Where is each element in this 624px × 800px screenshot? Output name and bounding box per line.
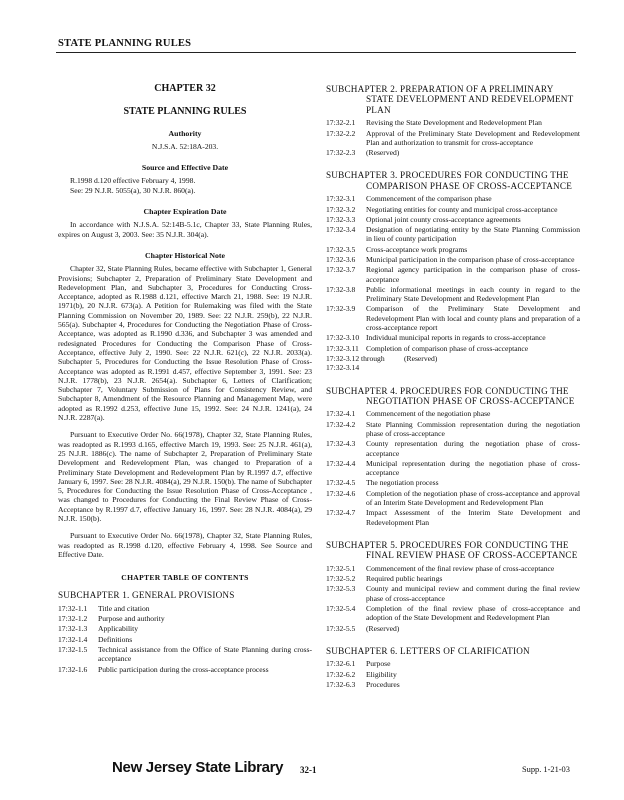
toc-entry[interactable] xyxy=(326,304,580,332)
section-number: 17:32-3.2 xyxy=(326,204,356,214)
section-number: 17:32-1.2 xyxy=(58,614,88,624)
section-number: 17:32-2.1 xyxy=(326,118,356,128)
subchapter-3-list xyxy=(326,194,580,372)
toc-entry[interactable] xyxy=(326,265,580,284)
section-title: Completion of the negotiation phase of cross-acceptance and approval of an Interim State Development and Redevelopment Plan xyxy=(366,488,580,508)
toc-entry[interactable] xyxy=(326,564,580,573)
section-number: 17:32-6.2 xyxy=(326,669,356,679)
section-title: Revising the State Development and Redevelopment Plan xyxy=(366,118,542,128)
subchapter-5-list xyxy=(326,564,580,633)
subchapter-5-heading: SUBCHAPTER 5. PROCEDURES FOR CONDUCTING THE FINAL REVIEW PHASE OF CROSS-ACCEPTANCE xyxy=(326,539,578,561)
toc-entry[interactable] xyxy=(326,478,580,487)
toc-entry[interactable] xyxy=(326,420,580,439)
section-title: (Reserved) xyxy=(366,148,400,158)
subchapter-1-list xyxy=(58,604,312,674)
section-number: 17:32-1.3 xyxy=(58,624,88,634)
section-number: 17:32-3.6 xyxy=(326,255,356,264)
toc-entry[interactable] xyxy=(326,225,580,244)
subchapter-4-list xyxy=(326,409,580,527)
toc-entry[interactable] xyxy=(326,574,580,583)
supplement-date: Supp. 1-21-03 xyxy=(522,765,570,774)
toc-entry[interactable] xyxy=(58,645,312,664)
section-title: (Reserved) xyxy=(366,623,400,633)
expiration-text: In accordance with N.J.S.A. 52:14B-5.1c, Chapter 33, State Planning Rules, expires on August 3, 2003. See: 35 N.J.R. 304(a). xyxy=(58,220,312,239)
toc-entry[interactable] xyxy=(326,255,580,264)
section-title: Commencement of the final review phase of cross-acceptance xyxy=(366,563,555,573)
subchapter-3-heading: SUBCHAPTER 3. PROCEDURES FOR CONDUCTING THE COMPARISON PHASE OF CROSS-ACCEPTANCE xyxy=(326,170,573,191)
section-title: Technical assistance from the Office of State Planning during cross-acceptance xyxy=(98,645,312,664)
section-number: 17:32-5.5 xyxy=(326,623,356,633)
toc-entry[interactable] xyxy=(326,459,580,478)
toc-entry[interactable] xyxy=(326,333,580,342)
toc-entry[interactable] xyxy=(326,129,580,148)
section-title: Title and citation xyxy=(98,603,150,613)
toc-entry[interactable] xyxy=(326,409,580,418)
subchapter-2-list xyxy=(326,118,580,157)
header-rule xyxy=(56,52,576,53)
toc-entry[interactable] xyxy=(326,118,580,127)
section-title: Applicability xyxy=(98,624,139,634)
section-title: Required public hearings xyxy=(366,574,443,584)
section-title: Commencement of the negotiation phase xyxy=(366,409,491,419)
subchapter-2-heading: SUBCHAPTER 2. PREPARATION OF A PRELIMINARY STATE DEVELOPMENT AND REDEVELOPMENT PLAN xyxy=(326,84,574,115)
toc-entry[interactable] xyxy=(58,614,312,623)
section-number: 17:32-3.5 xyxy=(326,244,356,254)
section-title: Eligibility xyxy=(366,669,397,679)
toc-heading: CHAPTER TABLE OF CONTENTS xyxy=(121,573,249,583)
section-title: Municipal participation in the comparison phase of cross-acceptance xyxy=(366,255,575,264)
section-number: 17:32-1.6 xyxy=(58,664,88,674)
section-number: 17:32-4.1 xyxy=(326,409,356,419)
section-number: 17:32-3.9 xyxy=(326,304,356,314)
toc-entry[interactable] xyxy=(58,665,312,674)
section-title: Completion of comparison phase of cross-acceptance xyxy=(366,343,529,353)
section-title: The negotiation process xyxy=(366,478,439,488)
section-title: (Reserved) xyxy=(404,353,438,363)
chapter-title: STATE PLANNING RULES xyxy=(123,106,247,118)
subchapter-6-heading: SUBCHAPTER 6. LETTERS OF CLARIFICATION xyxy=(326,645,530,656)
right-column xyxy=(326,84,580,690)
section-number: 17:32-2.2 xyxy=(326,128,356,138)
section-number: 17:32-3.11 xyxy=(326,343,359,353)
authority-text: N.J.S.A. 52:18A-203. xyxy=(151,141,219,151)
section-number: 17:32-5.3 xyxy=(326,584,356,594)
section-number: 17:32-3.8 xyxy=(326,284,356,294)
toc-entry[interactable] xyxy=(326,194,580,203)
section-title: Purpose and authority xyxy=(98,614,165,624)
section-title: Optional joint county cross-acceptance agreements xyxy=(366,214,521,224)
page-number: 32-1 xyxy=(300,765,317,775)
historical-heading: Chapter Historical Note xyxy=(145,250,225,260)
authority-heading: Authority xyxy=(168,128,202,138)
section-number: 17:32-1.4 xyxy=(58,634,88,644)
section-title: Negotiating entities for county and municipal cross-acceptance xyxy=(366,204,558,214)
section-title: Public informational meetings in each county in regard to the Preliminary State Development and Redevelopment Plan xyxy=(366,284,580,304)
section-title: County representation during the negotiation phase of cross-acceptance xyxy=(366,439,580,458)
section-number: 17:32-5.2 xyxy=(326,574,356,584)
section-number: 17:32-6.1 xyxy=(326,659,356,669)
toc-entry[interactable] xyxy=(326,680,580,689)
section-title: Individual municipal reports in regards to cross-acceptance xyxy=(366,333,546,343)
chapter-number: CHAPTER 32 xyxy=(154,83,216,94)
section-title: Definitions xyxy=(98,634,133,644)
section-number: 17:32-6.3 xyxy=(326,679,356,689)
section-number: 17:32-4.3 xyxy=(326,439,356,449)
section-title: State Planning Commission representation during the negotiation phase of cross-acceptance xyxy=(366,419,580,438)
expiration-heading: Chapter Expiration Date xyxy=(143,207,227,217)
source-line: See: 29 N.J.R. 5055(a), 30 N.J.R. 860(a). xyxy=(70,185,196,195)
section-title: Regional agency participation in the comparison phase of cross-acceptance xyxy=(366,265,580,284)
toc-entry[interactable] xyxy=(326,344,580,353)
section-title: Municipal representation during the negotiation phase of cross-acceptance xyxy=(366,458,580,478)
toc-entry[interactable] xyxy=(326,604,580,623)
subchapter-1-heading: SUBCHAPTER 1. GENERAL PROVISIONS xyxy=(58,590,235,601)
toc-entry[interactable] xyxy=(326,215,580,224)
section-title: Impact Assessment of the Interim State Development and Redevelopment Plan xyxy=(366,508,580,527)
section-title: Cross-acceptance work programs xyxy=(366,244,468,254)
section-number: 17:32-3.7 xyxy=(326,265,356,275)
toc-entry[interactable] xyxy=(326,508,580,527)
section-number: 17:32-5.1 xyxy=(326,563,356,573)
historical-paragraph: Pursuant to Executive Order No. 66(1978), Chapter 32, State Planning Rules, was readopted as R.1993 d.165, effective March 19, 1993. See: 25 N.J.R. 461(a), 25 N.J.R. 1886(c). The name of Subchapter 2, Preparation of Preliminary State Development and Redevelopment Plan, was changed to Preparation of a Preliminary State Development and Redevelopment Plan by R.1997 d.7, effective January 6, 1997. See: 28 N.J.R. 4084(a), 29 N.J.R. 150(b). The name of Subchapter 5, Procedures for Conducting the Issue Resolution Phase of Cross-Acceptance , was changed to Procedures for Conducting the Final Review Phase of Cross-Acceptance by R.1997 d.7, effective January 16, 1997. See: 28 N.J.R. 4084(a), 29 N.J.R. 150(b). xyxy=(58,430,312,523)
section-number: 17:32-4.5 xyxy=(326,478,356,488)
toc-entry[interactable] xyxy=(58,604,312,613)
subchapter-6-list xyxy=(326,659,580,689)
library-watermark: New Jersey State Library xyxy=(112,759,284,776)
section-number: 17:32-1.1 xyxy=(58,603,88,613)
source-heading: Source and Effective Date xyxy=(141,163,229,173)
section-title: Completion of the final review phase of cross-acceptance and adoption of the State Development and Redevelopment Plan xyxy=(366,603,580,623)
section-title: Commencement of the comparison phase xyxy=(366,194,492,204)
toc-entry[interactable] xyxy=(326,584,580,603)
section-title: Comparison of the Preliminary State Development and Redevelopment Plan with local and county plans and preparation of a cross-acceptance report xyxy=(366,304,580,333)
section-title: Procedures xyxy=(366,679,400,689)
toc-entry[interactable] xyxy=(326,148,580,157)
section-number: 17:32-1.5 xyxy=(58,645,88,655)
section-number: 17:32-3.10 xyxy=(326,333,360,343)
section-number: 17:32-4.2 xyxy=(326,419,356,429)
historical-paragraph: Pursuant to Executive Order No. 66(1978), Chapter 32, State Planning Rules, was readopted as R.1998 d.120, effective February 4, 1998. See Source and Effective Date. xyxy=(58,531,312,559)
section-number: 17:32-3.12 through 17:32-3.14 xyxy=(326,353,385,373)
section-number: 17:32-2.3 xyxy=(326,148,356,158)
toc-entry[interactable] xyxy=(326,285,580,304)
toc-entry[interactable] xyxy=(326,439,580,458)
toc-entry[interactable] xyxy=(326,624,580,633)
source-text xyxy=(58,176,312,195)
section-number: 17:32-3.3 xyxy=(326,214,356,224)
section-title: Public participation during the cross-acceptance process xyxy=(98,664,269,674)
section-title: Approval of the Preliminary State Development and Redevelopment Plan and authorization to transmit for cross-acceptance xyxy=(366,128,580,147)
toc-entry[interactable] xyxy=(326,659,580,668)
section-title: County and municipal review and comment during the final review phase of cross-acceptance xyxy=(366,584,580,603)
source-line: R.1998 d.120 effective February 4, 1998. xyxy=(70,176,196,186)
section-number: 17:32-4.7 xyxy=(326,508,356,518)
toc-entry[interactable] xyxy=(326,205,580,214)
running-head: STATE PLANNING RULES xyxy=(58,38,192,49)
section-number: 17:32-5.4 xyxy=(326,603,356,613)
section-title: Designation of negotiating entity by the State Planning Commission in lieu of county participation xyxy=(366,225,580,244)
toc-entry[interactable] xyxy=(326,354,580,373)
toc-entry[interactable] xyxy=(326,670,580,679)
subchapter-4-heading: SUBCHAPTER 4. PROCEDURES FOR CONDUCTING THE NEGOTIATION PHASE OF CROSS-ACCEPTANCE xyxy=(326,385,575,406)
toc-entry[interactable] xyxy=(58,624,312,633)
historical-paragraph: Chapter 32, State Planning Rules, became effective with Subchapter 1, General Provisions; Subchapter 2, Preparation of Preliminary State Development and Redevelopment Plan, and Subchapter 3, Procedures for Conducting Cross-Acceptance, adopted as R.1988 d.121, effective March 21, 1988. See: 19 N.J.R. 1971(b), 20 N.J.R. 673(a). A Petition for Rulemaking was filed with the State Planning Commission on November 20, 1989. See: 22 N.J.R. 259(b), 22 N.J.R. 565(a). Subchapter 4, Procedures for Conducting the Negotiation Phase of Cross-Acceptance, was adopted as R.1990 d.336, and Subchapter 3 was amended and redesignated Procedures for Conducting the Comparison Phase of Cross-Acceptance, effective July 2, 1990. See: 22 N.J.R. 621(c), 22 N.J.R. 2033(a). Subchapter 5, Procedures for Conducting the Issue Resolution Phase of Cross-Acceptance was adopted as R.1991 d.457, effective September 3, 1991. See: 23 N.J.R. 1778(b), 23 N.J.R. 2654(a). Subchapter 6, Letters of Clarification; Subchapter 7, Voluntary Submission of Plans for Consistency Review, and Subchapter 8, Amendment of the Resource Planning and Management Map, were adopted as R.1992 d.253, effective June 15, 1992. See: 24 N.J.R. 1241(a), 24 N.J.R. 2287(a). xyxy=(58,264,312,423)
toc-entry[interactable] xyxy=(326,245,580,254)
section-number: 17:32-3.4 xyxy=(326,225,356,235)
section-number: 17:32-4.6 xyxy=(326,488,356,498)
left-column xyxy=(58,84,312,675)
section-number: 17:32-3.1 xyxy=(326,194,356,204)
section-number: 17:32-4.4 xyxy=(326,458,356,468)
section-title: Purpose xyxy=(366,659,391,669)
toc-entry[interactable] xyxy=(58,635,312,644)
toc-entry[interactable] xyxy=(326,489,580,508)
